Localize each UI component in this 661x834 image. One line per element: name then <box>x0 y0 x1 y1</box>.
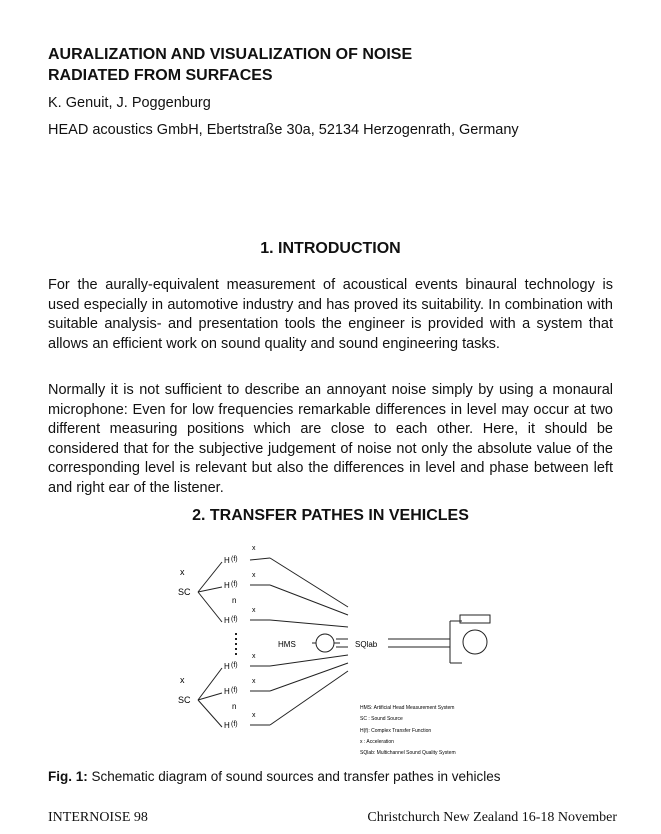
listener-head-icon <box>463 630 487 654</box>
legend-item: HMS: Artificial Head Measurement System <box>360 705 455 711</box>
label-xm: x <box>180 675 185 685</box>
label-sqlab: SQlab <box>355 640 378 649</box>
caption-text: Schematic diagram of sound sources and transfer pathes in vehicles <box>87 769 501 784</box>
label-f: (f) <box>231 556 238 563</box>
affiliation: HEAD acoustics GmbH, Ebertstraße 30a, 52134 Herzogenrath, Germany <box>48 122 519 138</box>
label-hmn: H <box>224 721 230 730</box>
caption-label: Fig. 1: <box>48 769 88 784</box>
label-x1: x <box>180 567 185 577</box>
label-h1n: H <box>224 616 230 625</box>
title-line-2: RADIATED FROM SURFACES <box>48 67 273 84</box>
artificial-head-icon <box>316 634 334 652</box>
legend-item: SQlab: Multichannel Sound Quality System <box>360 750 456 756</box>
branch-line <box>198 668 222 700</box>
label-f: (f) <box>231 687 238 694</box>
intro-paragraph-2: Normally it is not sufficient to describe an annoyant noise simply by using a monaural microphone: Even for low frequencies remarkable differences in level may occur at two different measuring positions which are close to each other. Here, it should be considered that for the subjective judgement of noise not only the absolute value of the corresponding level is relevant but also the differences in level and phase between left and right ear of the listener. <box>48 382 613 496</box>
path-line <box>270 620 348 627</box>
legend-item: SC : Sound Source <box>360 716 403 722</box>
path-line <box>270 671 348 725</box>
path-line <box>270 663 348 691</box>
branch-line <box>198 592 222 622</box>
label-scm: SC <box>178 695 191 705</box>
footer-right: Christchurch New Zealand 16-18 November <box>367 810 617 825</box>
intro-heading: 1. INTRODUCTION <box>260 240 401 257</box>
label-sc1: SC <box>178 587 191 597</box>
transfer-path-diagram <box>150 535 510 760</box>
intro-paragraph-1: For the aurally-equivalent measurement of acoustical events binaural technology is used especially in automotive industry and has proved its suitability. In combination with suitable analysis- and presentation tools the engineer is provided with a system that allows an efficient work on sound quality and sound engineering tasks. <box>48 277 613 352</box>
label-x12: x <box>252 572 256 579</box>
title-line-1: AURALIZATION AND VISUALIZATION OF NOISE <box>48 46 413 63</box>
label-f: (f) <box>231 616 238 623</box>
branch-line <box>198 693 222 700</box>
label-hm2: H <box>224 687 230 696</box>
label-h11: H <box>224 556 230 565</box>
label-f: (f) <box>231 662 238 669</box>
path-line <box>250 558 270 560</box>
legend-item: H(f): Complex Transfer Function <box>360 728 432 734</box>
label-hm1: H <box>224 662 230 671</box>
legend-item: x : Acceleration <box>360 739 394 745</box>
label-h12: H <box>224 581 230 590</box>
label-x1n: x <box>252 607 256 614</box>
path-line <box>270 655 348 666</box>
label-x11: x <box>252 545 256 552</box>
label-hms: HMS <box>278 640 296 649</box>
label-f: (f) <box>231 581 238 588</box>
label-xm2: x <box>252 678 256 685</box>
transfer-heading: 2. TRANSFER PATHES IN VEHICLES <box>192 507 469 524</box>
branch-line <box>198 700 222 727</box>
label-n2: n <box>232 702 237 711</box>
authors: K. Genuit, J. Poggenburg <box>48 95 211 111</box>
label-xm1: x <box>252 653 256 660</box>
label-n1: n <box>232 596 237 605</box>
label-f: (f) <box>231 721 238 728</box>
figure-caption <box>48 769 500 784</box>
footer-left: INTERNOISE 98 <box>48 810 148 825</box>
headphone-band-icon <box>460 615 490 623</box>
paper-title <box>48 44 412 86</box>
label-xmn: x <box>252 712 256 719</box>
